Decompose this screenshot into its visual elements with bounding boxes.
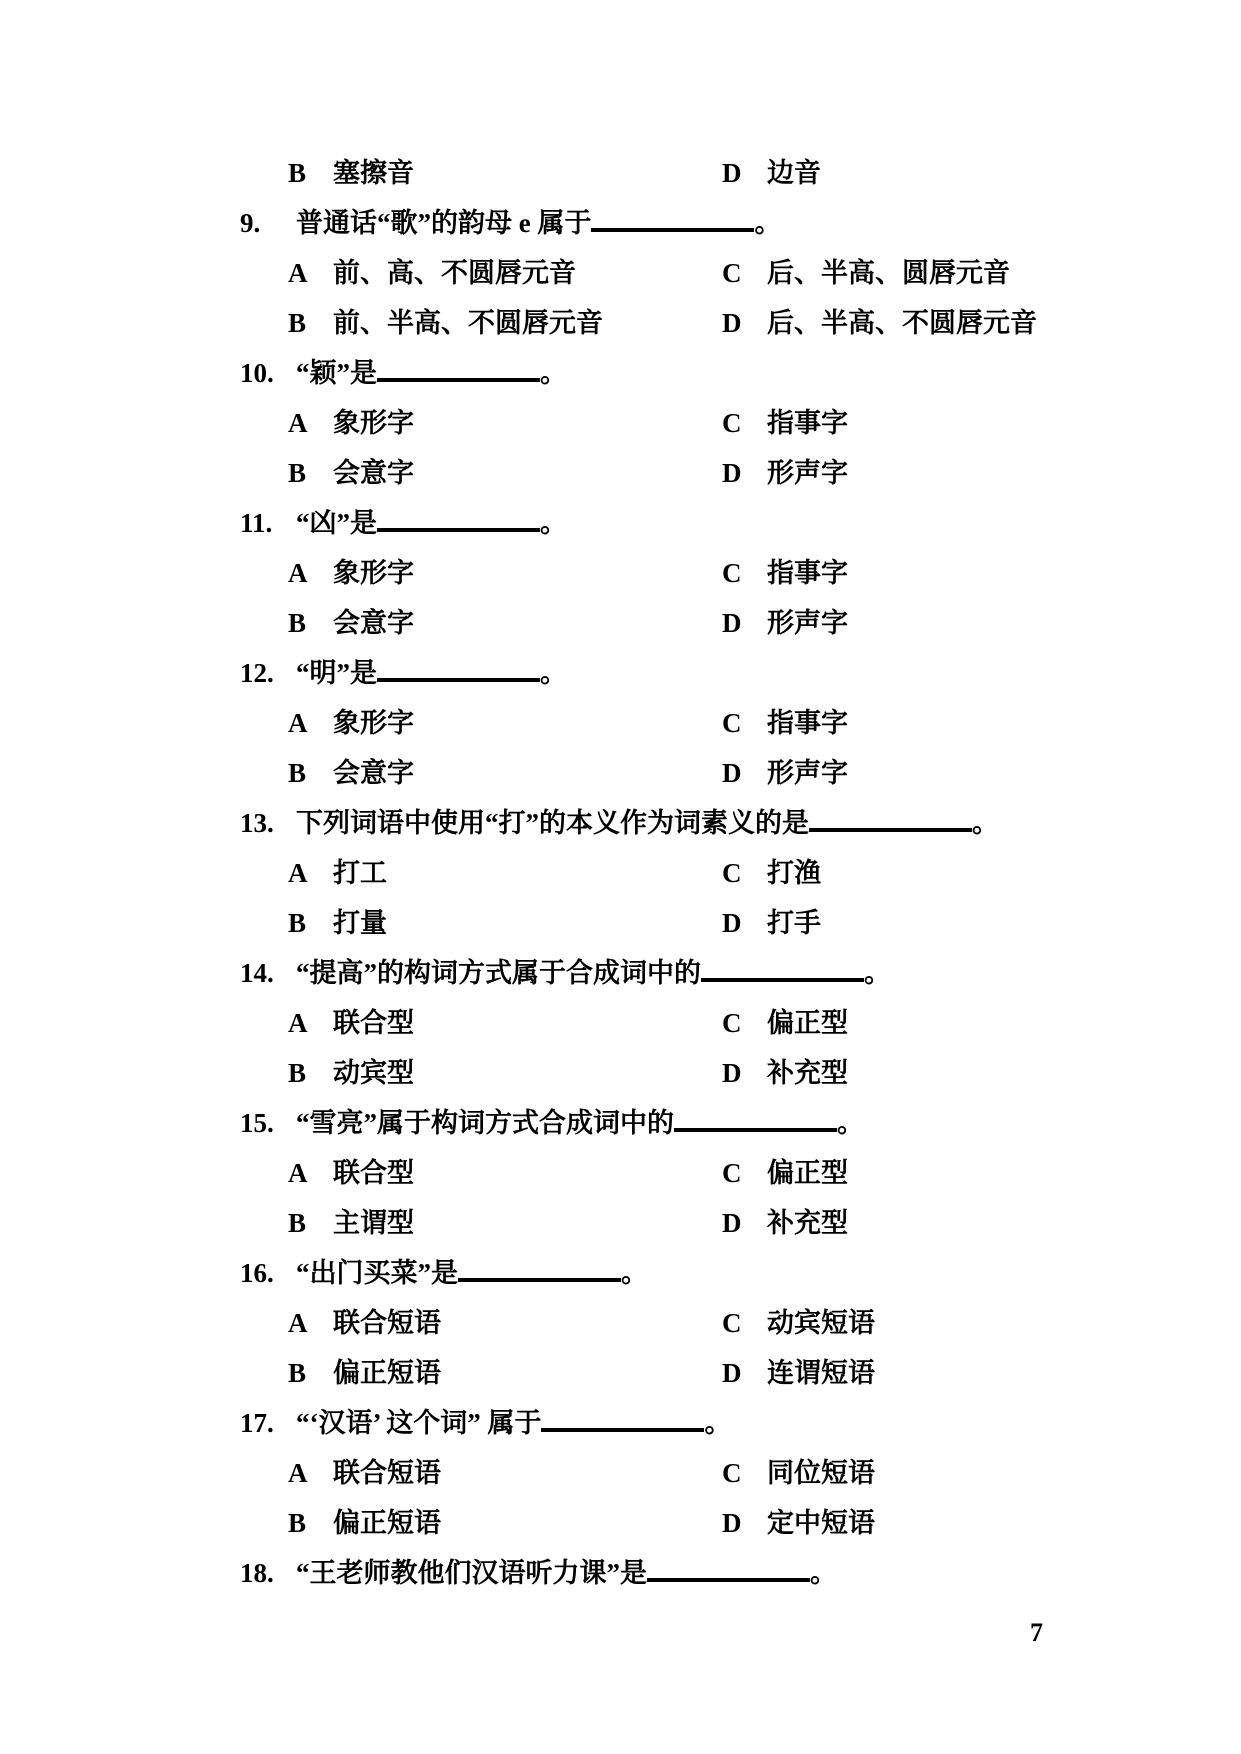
- option-letter: D: [722, 1058, 742, 1088]
- question-suffix: 。: [540, 358, 567, 388]
- option-text: 偏正型: [767, 1158, 848, 1188]
- question-number: 13.: [240, 808, 274, 838]
- option-text: 边音: [767, 158, 821, 188]
- exam-question-list: [240, 148, 1241, 1598]
- option-text: 联合型: [333, 1158, 414, 1188]
- option-text: 连谓短语: [767, 1358, 875, 1388]
- option-letter: A: [288, 1158, 308, 1188]
- question-text: “明”是: [296, 658, 377, 688]
- option-letter: C: [722, 558, 742, 588]
- option: [288, 1198, 722, 1248]
- option: [288, 598, 722, 648]
- question-line: [240, 198, 1241, 248]
- option: [722, 698, 848, 748]
- option-letter: C: [722, 1158, 742, 1188]
- option-text: 偏正型: [767, 1008, 848, 1038]
- question-line: [240, 1548, 1241, 1598]
- option: [288, 448, 722, 498]
- question-text: “凶”是: [296, 508, 377, 538]
- question-suffix: 。: [754, 208, 782, 238]
- option-letter: C: [722, 1008, 742, 1038]
- answer-blank: [701, 968, 864, 982]
- option-row: [240, 1348, 1241, 1398]
- option-text: 形声字: [767, 758, 848, 788]
- option-row: [240, 848, 1241, 898]
- question-line: [240, 798, 1241, 848]
- answer-blank: [377, 368, 540, 382]
- option-row: [240, 1448, 1241, 1498]
- option-row: [240, 1498, 1241, 1548]
- question-number: 18.: [240, 1558, 274, 1588]
- option-letter: D: [722, 458, 742, 488]
- option: [722, 1448, 875, 1498]
- option-letter: A: [288, 858, 308, 888]
- option-text: 会意字: [333, 758, 414, 788]
- question-text: 普通话“歌”的韵母 e 属于: [296, 208, 592, 238]
- option-letter: D: [722, 1508, 742, 1538]
- option: [288, 148, 722, 198]
- option-text: 前、半高、不圆唇元音: [333, 308, 603, 338]
- option: [722, 398, 848, 448]
- option: [722, 898, 821, 948]
- option-text: 同位短语: [767, 1458, 875, 1488]
- option: [288, 748, 722, 798]
- option-letter: A: [288, 408, 308, 438]
- question-line: [240, 948, 1241, 998]
- option-letter: C: [722, 408, 742, 438]
- option-letter: B: [288, 158, 307, 188]
- page-number: 7: [1030, 1618, 1043, 1647]
- answer-blank: [458, 1268, 621, 1282]
- option-letter: B: [288, 308, 307, 338]
- option-letter: D: [722, 908, 742, 938]
- option-text: 后、半高、不圆唇元音: [767, 308, 1037, 338]
- question-text: “颖”是: [296, 358, 377, 388]
- question-suffix: 。: [540, 658, 567, 688]
- option: [722, 448, 848, 498]
- option-text: 后、半高、圆唇元音: [767, 258, 1010, 288]
- question-suffix: 。: [621, 1258, 648, 1288]
- option-row: [240, 398, 1241, 448]
- option-letter: B: [288, 1508, 307, 1538]
- option-letter: A: [288, 1458, 308, 1488]
- question-text: 下列词语中使用“打”的本义作为词素义的是: [296, 808, 809, 838]
- option: [288, 998, 722, 1048]
- option-row: [240, 998, 1241, 1048]
- option-letter: C: [722, 858, 742, 888]
- option: [288, 1348, 722, 1398]
- option-letter: D: [722, 1358, 742, 1388]
- option-text: 主谓型: [333, 1208, 414, 1238]
- question-text: “‘汉语’ 这个词” 属于: [296, 1408, 542, 1438]
- option-text: 指事字: [767, 408, 848, 438]
- question-text: “王老师教他们汉语听力课”是: [296, 1558, 647, 1588]
- option-letter: B: [288, 908, 307, 938]
- question-text: “出门买菜”是: [296, 1258, 458, 1288]
- option-text: 打手: [767, 908, 821, 938]
- option: [722, 248, 1010, 298]
- option: [288, 1048, 722, 1098]
- option-row: [240, 1048, 1241, 1098]
- question-line: [240, 648, 1241, 698]
- question-number: 10.: [240, 358, 274, 388]
- option: [288, 898, 722, 948]
- option-letter: C: [722, 258, 742, 288]
- option-text: 会意字: [333, 458, 414, 488]
- option-letter: B: [288, 758, 307, 788]
- option-letter: D: [722, 308, 742, 338]
- option: [288, 698, 722, 748]
- option: [722, 1498, 875, 1548]
- option: [288, 398, 722, 448]
- option-letter: A: [288, 1008, 308, 1038]
- option: [722, 748, 848, 798]
- option-text: 前、高、不圆唇元音: [333, 258, 576, 288]
- option-row: [240, 148, 1241, 198]
- option-row: [240, 898, 1241, 948]
- option: [722, 1198, 848, 1248]
- option: [288, 1448, 722, 1498]
- question-number: 15.: [240, 1108, 274, 1138]
- option-text: 指事字: [767, 708, 848, 738]
- option: [722, 1148, 848, 1198]
- option-text: 象形字: [333, 708, 414, 738]
- question-suffix: 。: [704, 1408, 732, 1438]
- option-letter: D: [722, 1208, 742, 1238]
- question-text: “提高”的构词方式属于合成词中的: [296, 958, 701, 988]
- answer-blank: [541, 1418, 704, 1432]
- option-text: 联合短语: [333, 1308, 441, 1338]
- option-row: [240, 1198, 1241, 1248]
- option: [722, 1048, 848, 1098]
- question-line: [240, 348, 1241, 398]
- question-suffix: 。: [972, 808, 999, 838]
- question-number: 17.: [240, 1408, 274, 1438]
- option-letter: D: [722, 758, 742, 788]
- option-text: 偏正短语: [333, 1358, 441, 1388]
- option-text: 偏正短语: [333, 1508, 441, 1538]
- option-row: [240, 698, 1241, 748]
- question-suffix: 。: [540, 508, 567, 538]
- option-letter: D: [722, 158, 742, 188]
- option: [722, 1348, 875, 1398]
- question-number: 14.: [240, 958, 274, 988]
- question-suffix: 。: [864, 958, 891, 988]
- option-text: 补充型: [767, 1208, 848, 1238]
- option-row: [240, 1148, 1241, 1198]
- question-line: [240, 1248, 1241, 1298]
- option-row: [240, 748, 1241, 798]
- option: [722, 298, 1037, 348]
- question-line: [240, 1398, 1241, 1448]
- option-text: 打渔: [767, 858, 821, 888]
- option: [288, 1148, 722, 1198]
- option-row: [240, 248, 1241, 298]
- option-row: [240, 548, 1241, 598]
- option-letter: A: [288, 1308, 308, 1338]
- option-text: 联合型: [333, 1008, 414, 1038]
- question-suffix: 。: [837, 1108, 864, 1138]
- option-text: 打工: [333, 858, 387, 888]
- question-text: “雪亮”属于构词方式合成词中的: [296, 1108, 674, 1138]
- answer-blank: [377, 518, 540, 532]
- option-letter: D: [722, 608, 742, 638]
- option-letter: B: [288, 1058, 307, 1088]
- option-text: 动宾型: [333, 1058, 414, 1088]
- answer-blank: [647, 1568, 810, 1582]
- option-letter: B: [288, 1358, 307, 1388]
- option-text: 会意字: [333, 608, 414, 638]
- option-letter: C: [722, 708, 742, 738]
- question-line: [240, 498, 1241, 548]
- option: [722, 1298, 875, 1348]
- option-text: 联合短语: [333, 1458, 441, 1488]
- option-text: 打量: [333, 908, 387, 938]
- question-suffix: 。: [810, 1558, 837, 1588]
- option-letter: B: [288, 1208, 307, 1238]
- option-letter: C: [722, 1458, 742, 1488]
- option-row: [240, 298, 1241, 348]
- option-text: 形声字: [767, 458, 848, 488]
- option: [288, 1498, 722, 1548]
- option-row: [240, 598, 1241, 648]
- question-number: 11.: [240, 508, 273, 538]
- option-text: 指事字: [767, 558, 848, 588]
- option: [722, 548, 848, 598]
- question-line: [240, 1098, 1241, 1148]
- question-number: 12.: [240, 658, 274, 688]
- option: [722, 848, 821, 898]
- option: [722, 998, 848, 1048]
- option-row: [240, 448, 1241, 498]
- answer-blank: [591, 218, 754, 232]
- question-number: 9.: [240, 208, 261, 238]
- question-number: 16.: [240, 1258, 274, 1288]
- option-letter: A: [288, 558, 308, 588]
- option-text: 定中短语: [767, 1508, 875, 1538]
- option-letter: B: [288, 458, 307, 488]
- option: [288, 848, 722, 898]
- option-letter: B: [288, 608, 307, 638]
- option-text: 补充型: [767, 1058, 848, 1088]
- option: [288, 548, 722, 598]
- option-text: 塞擦音: [333, 158, 414, 188]
- option-letter: A: [288, 258, 308, 288]
- answer-blank: [674, 1118, 837, 1132]
- option: [288, 298, 722, 348]
- option: [288, 1298, 722, 1348]
- option-text: 形声字: [767, 608, 848, 638]
- option-letter: A: [288, 708, 308, 738]
- option: [722, 598, 848, 648]
- option-text: 象形字: [333, 408, 414, 438]
- option-letter: C: [722, 1308, 742, 1338]
- option: [288, 248, 722, 298]
- option-text: 动宾短语: [767, 1308, 875, 1338]
- option-row: [240, 1298, 1241, 1348]
- answer-blank: [809, 818, 972, 832]
- option: [722, 148, 821, 198]
- answer-blank: [377, 668, 540, 682]
- option-text: 象形字: [333, 558, 414, 588]
